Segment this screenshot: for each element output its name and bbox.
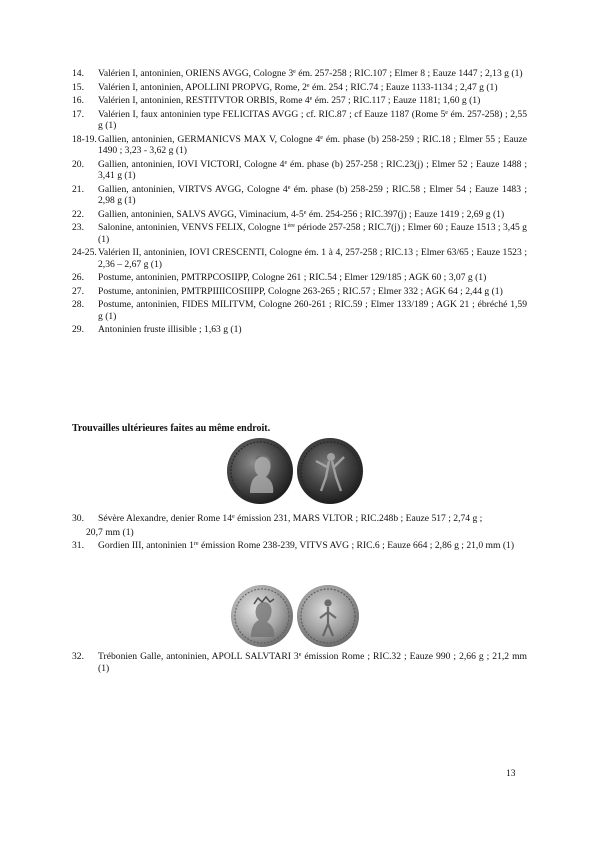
item-number: 18-19. (72, 133, 97, 145)
item-number: 20. (72, 158, 84, 170)
ordinal-superscript: e (445, 109, 448, 116)
item-text: Valérien II, antoninien, IOVI CRESCENTI, Cologne ém. 1 à 4, 257-258 ; RIC.13 ; Elmer 63/65 ; Eauze 1523 ; 2,36 – 2,67 g (1) (98, 247, 527, 270)
coin-photo-pair-31 (230, 584, 360, 648)
item-text: émission Rome 238-239, VITVS AVG ; RIC.6 ; Eauze 664 ; 2,86 g ; 21,0 mm (1) (198, 540, 515, 551)
list-item (72, 159, 527, 182)
list-item (72, 299, 527, 322)
item-text: Trébonien Galle, antoninien, APOLL SALVTARI 3 (98, 651, 299, 662)
list-item (72, 82, 527, 94)
page-number: 13 (506, 769, 516, 779)
ordinal-superscript: e (293, 69, 296, 75)
item-text: Postume, antoninien, PMTRPCOSIIPP, Cologne 261 ; RIC.54 ; Elmer 129/185 ; AGK 60 ; 3,07 g (1) (98, 272, 487, 283)
coin-30-reverse-image (296, 437, 364, 505)
item-number: 23. (72, 222, 84, 233)
item-text: Gallien, antoninien, IOVI VICTORI, Cologne 4 (98, 158, 285, 170)
item-number: 15. (72, 81, 84, 93)
list-item (72, 286, 527, 298)
item-text: Antoninien fruste illisible ; 1,63 g (1) (98, 324, 242, 335)
list-item (72, 247, 527, 270)
item-text: 20,7 mm (1) (86, 526, 134, 538)
list-item (72, 95, 527, 107)
coin-31-reverse-image (296, 584, 360, 648)
item-text: ém. 257-258 ; RIC.107 ; Elmer 8 ; Eauze 1447 ; 2,13 g (1) (295, 68, 523, 79)
ordinal-superscript: e (320, 134, 323, 141)
list-item (72, 324, 527, 336)
coin-photo-pair-30 (226, 437, 364, 505)
list-item (86, 527, 527, 539)
item-text: Postume, antoninien, FIDES MILITVM, Cologne 260-261 ; RIC.59 ; Elmer 133/189 ; AGK 21 ; ébréché 1,59 g (1) (98, 299, 527, 322)
ordinal-superscript: ère (287, 223, 295, 229)
item-number: 30. (72, 513, 84, 524)
list-item (72, 222, 527, 245)
item-number: 26. (72, 272, 84, 283)
list-item (72, 651, 527, 674)
item-number: 31. (72, 540, 84, 551)
list-item (72, 109, 527, 132)
item-text: Gordien III, antoninien 1 (98, 540, 194, 551)
ordinal-superscript: e (306, 82, 310, 89)
item-text: Valérien I, antoninien, RESTITVTOR ORBIS, Rome 4 (98, 95, 310, 106)
section-title: Trouvailles ultérieures faites au même endroit. (72, 423, 271, 434)
item-text: Gallien, antoninien, VIRTVS AVGG, Cologne 4 (98, 183, 288, 195)
list-item (72, 540, 527, 552)
coin-list-later-a (72, 513, 527, 554)
ordinal-superscript: e (287, 184, 291, 191)
item-text: ém. phase (b) 257-258 ; RIC.23(j) ; Elmer 52 ; Eauze 1488 ; 3,41 g (1) (98, 158, 527, 181)
coin-list-later-b (72, 651, 527, 676)
ordinal-superscript: e (232, 514, 235, 520)
item-number: 28. (72, 299, 84, 310)
list-item (72, 134, 527, 157)
item-number: 29. (72, 324, 84, 335)
list-item (72, 272, 527, 284)
ordinal-superscript: e (303, 209, 307, 216)
list-item (72, 513, 527, 525)
item-text: ém. phase (b) 258-259 ; RIC.58 ; Elmer 54 ; Eauze 1483 ; 2,98 g (1) (98, 183, 527, 206)
item-text: Valérien I, faux antoninien type FELICITAS AVGG ; cf. RIC.87 ; cf Eauze 1187 (Rome 5 (98, 108, 446, 120)
coin-30-obverse-image (226, 437, 294, 505)
item-number: 22. (72, 208, 84, 220)
item-text: ém. 257 ; RIC.117 ; Eauze 1181; 1,60 g (1) (312, 95, 481, 106)
item-text: émission Rome ; RIC.32 ; Eauze 990 ; 2,66 g ; 21,2 mm (1) (98, 651, 527, 674)
coin-list-main (72, 68, 527, 338)
ordinal-superscript: e (284, 159, 288, 166)
item-text: Gallien, antoninien, GERMANICVS MAX V, Cologne 4 (98, 133, 321, 145)
ordinal-superscript: re (193, 541, 199, 547)
ordinal-superscript: e (298, 652, 302, 658)
item-text: ém. 257-258) ; 2,55 g (1) (98, 108, 528, 131)
item-text: Valérien I, antoninien, APOLLINI PROPVG, Rome, 2 (98, 81, 307, 93)
list-item (72, 209, 527, 221)
item-text: Postume, antoninien, PMTRPIIIICOSIIIPP, Cologne 263-265 ; RIC.57 ; Elmer 332 ; AGK 64 ; 2,44 g (1) (98, 285, 503, 297)
item-number: 17. (72, 108, 84, 120)
item-text: Salonine, antoninien, VENVS FELIX, Cologne 1 (98, 222, 288, 233)
item-number: 14. (72, 68, 84, 79)
item-text: ém. 254-256 ; RIC.397(j) ; Eauze 1419 ; 2,69 g (1) (306, 208, 505, 220)
item-text: ém. 254 ; RIC.74 ; Eauze 1133-1134 ; 2,47 g (1) (309, 81, 498, 93)
list-item (72, 184, 527, 207)
item-text: émission 231, MARS VLTOR ; RIC.248b ; Eauze 517 ; 2,74 g ; (234, 513, 483, 524)
item-text: Valérien I, antoninien, ORIENS AVGG, Cologne 3 (98, 68, 294, 79)
item-text: Sévère Alexandre, denier Rome 14 (98, 513, 232, 524)
item-number: 24-25. (72, 247, 97, 258)
ordinal-superscript: e (309, 96, 313, 102)
item-number: 27. (72, 285, 84, 297)
item-text: ém. phase (b) 258-259 ; RIC.18 ; Elmer 55 ; Eauze 1490 ; 3,23 - 3,62 g (1) (98, 133, 527, 156)
item-text: période 257-258 ; RIC.7(j) ; Elmer 60 ; Eauze 1513 ; 3,45 g (1) (98, 222, 527, 245)
item-number: 21. (72, 183, 84, 195)
list-item (72, 68, 527, 80)
item-text: Gallien, antoninien, SALVS AVGG, Viminacium, 4-5 (98, 208, 304, 220)
item-number: 16. (72, 95, 84, 106)
item-number: 32. (72, 651, 84, 662)
coin-31-obverse-image (230, 584, 294, 648)
